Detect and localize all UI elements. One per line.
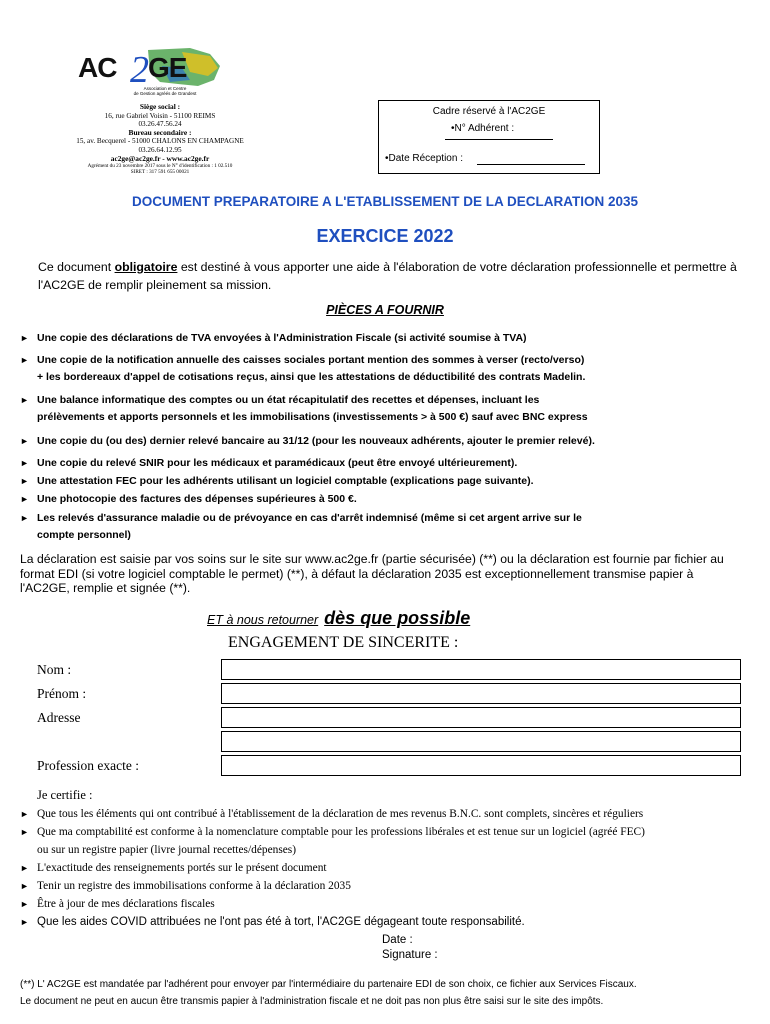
list-item [20,824,760,860]
bullet-arrow-icon: ► [20,494,29,504]
list-item [20,510,740,546]
list-item-text [37,510,727,544]
list-item-line: Les relevés d'assurance maladie ou de prévoyance en cas d'arrêt indemnisé (même si cet argent arrive sur le [37,512,582,524]
list-item-text: Une attestation FEC pour les adhérents utilisant un logiciel comptable (explications page suivante). [37,475,534,487]
nom-field[interactable] [221,659,741,680]
bureau-address: 15, av. Becquerel - 51000 CHALONS EN CHAMPAGNE [76,137,244,146]
reserved-box-title: Cadre réservé à l'AC2GE [432,106,546,117]
intro-emphasis: obligatoire [114,260,178,274]
logo-subtitle [120,86,210,96]
logo-text-ge: GE [148,52,187,83]
footnote [20,976,760,1010]
contact-line: ac2ge@ac2ge.fr - www.ac2ge.fr [110,153,210,163]
date-label: Date : [382,934,413,946]
adresse-label: Adresse [37,710,81,725]
intro-paragraph [38,258,738,294]
siege-label: Siège social : [139,102,181,111]
adresse-field-1[interactable] [221,707,741,728]
return-emphasis: dès que possible [324,608,471,628]
intro-after: est destiné à vous apporter une aide à l'élaboration de votre déclaration professionnelle et permettre à l'AC2GE de remplir pleinement sa mission. [38,260,737,292]
siege-phone: 03.26.47.56.24 [138,120,182,129]
svg-text:2: 2 [130,49,149,91]
bullet-arrow-icon: ► [20,827,29,837]
list-item-text: Une copie du relevé SNIR pour les médicaux et paramédicaux (peut être envoyé ultérieurement). [37,457,518,469]
bullet-arrow-icon: ► [20,333,29,343]
list-item-continuation: compte personnel) [37,529,131,541]
bullet-arrow-icon: ► [20,863,29,873]
bullet-arrow-icon: ► [20,355,29,365]
list-item-text: Une copie des déclarations de TVA envoyées à l'Administration Fiscale (si activité soumise à TVA) [37,332,527,344]
prenom-label: Prénom : [37,686,87,701]
exercice-title: EXERCICE 2022 [316,226,454,246]
logo-text-ac: AC [78,52,117,83]
adherent-label: •N° Adhérent : [451,123,515,134]
agrement-line: Agrément du 23 novembre 2017 sous le N° d'identification : 1 02.510 [87,163,233,170]
list-item-continuation: + les bordereaux d'appel de cotisations reçus, ainsi que les attestations de déductibilité des contrats Madelin. [37,371,586,383]
date-reception-line [477,164,585,165]
list-item-text: Être à jour de mes déclarations fiscales [37,898,215,910]
bullet-arrow-icon: ► [20,881,29,891]
list-item-text: Tenir un registre des immobilisations conforme à la déclaration 2035 [37,880,351,892]
list-item-continuation: prélèvements et apports personnels et les immobilisations (investissements > à 500 €) sauf avec BNC express [37,411,588,423]
adresse-field-2[interactable] [221,731,741,752]
document-title: DOCUMENT PREPARATOIRE A L'ETABLISSEMENT DE LA DECLARATION 2035 [132,194,638,209]
nom-label: Nom : [37,662,72,677]
list-item-line: Une copie de la notification annuelle des caisses sociales portant mention des sommes à verser (recto/verso) [37,354,585,366]
profession-field[interactable] [221,755,741,776]
list-item-text [37,824,757,859]
bureau-label: Bureau secondaire : [128,127,192,137]
bullet-arrow-icon: ► [20,476,29,486]
list-item [20,392,740,428]
address-block [50,103,270,175]
bullet-arrow-icon: ► [20,513,29,523]
profession-label: Profession exacte : [37,758,139,773]
list-item-text [37,352,727,386]
list-item [20,352,740,388]
list-item-line: Que ma comptabilité est conforme à la nomenclature comptable pour les professions libérales et est tenue sur un logiciel (agréé FEC) [37,826,645,838]
bullet-arrow-icon: ► [20,917,29,927]
bullet-arrow-icon: ► [20,395,29,405]
adherent-line [445,139,553,140]
logo-sub-line2: de Gestion agréés de Grandest [133,91,197,96]
bureau-phone: 03.26.64.12.95 [138,145,182,154]
ac2ge-logo [70,46,240,98]
siege-address: 16, rue Gabriel Voisin - 51100 REIMS [104,111,216,120]
return-prefix: ET à nous retourner [207,613,319,627]
engagement-title: ENGAGEMENT DE SINCERITE : [228,634,459,651]
declaration-paragraph: La déclaration est saisie par vos soins sur le site sur www.ac2ge.fr (partie sécurisée) (**) ou la déclaration est fournie par fichier au format EDI (si votre logiciel comptable le permet) (**), à défaut la déclaration 2035 est exceptionnellement transmise papier à l'AC2GE, remplie et signée (**). [20,552,724,596]
list-item-text: Une photocopie des factures des dépenses supérieures à 500 €. [37,493,357,505]
signature-label: Signature : [382,949,438,961]
certifie-label: Je certifie : [37,788,93,802]
list-item-line: Une balance informatique des comptes ou un état récapitulatif des recettes et dépenses, incluant les [37,394,540,406]
prenom-field[interactable] [221,683,741,704]
list-item-text: Que tous les éléments qui ont contribué à l'établissement de la déclaration de mes revenus B.N.C. sont complets, sincères et réguliers [37,808,644,820]
return-notice [207,608,470,629]
list-item-text [37,392,727,426]
reserved-box [378,100,600,174]
logo-sub-line1: Association et Centre [143,86,187,91]
list-item-continuation: ou sur un registre papier (livre journal recettes/dépenses) [37,843,297,856]
bullet-arrow-icon: ► [20,436,29,446]
date-reception-label: •Date Réception : [385,153,463,164]
footnote-line1: (**) L' AC2GE est mandatée par l'adhérent pour envoyer par l'intermédiaire du partenaire EDI de son choix, ce fichier aux Services Fiscaux. [20,979,637,990]
siret-line: SIRET : 317 591 655 00021 [130,169,190,176]
list-item-text: Que les aides COVID attribuées ne l'ont pas été à tort, l'AC2GE dégageant toute responsabilité. [37,916,525,928]
intro-before: Ce document [38,260,115,274]
bullet-arrow-icon: ► [20,809,29,819]
list-item-text: L'exactitude des renseignements portés sur le présent document [37,862,327,874]
footnote-line2: Le document ne peut en aucun être transmis papier à l'administration fiscale et ne doit pas non plus être saisi sur le site des impôts. [20,996,604,1007]
list-item-text: Une copie du (ou des) dernier relevé bancaire au 31/12 (pour les nouveaux adhérents, ajouter le premier relevé). [37,435,595,447]
bullet-arrow-icon: ► [20,899,29,909]
bullet-arrow-icon: ► [20,458,29,468]
pieces-title: PIÈCES A FOURNIR [326,303,444,317]
